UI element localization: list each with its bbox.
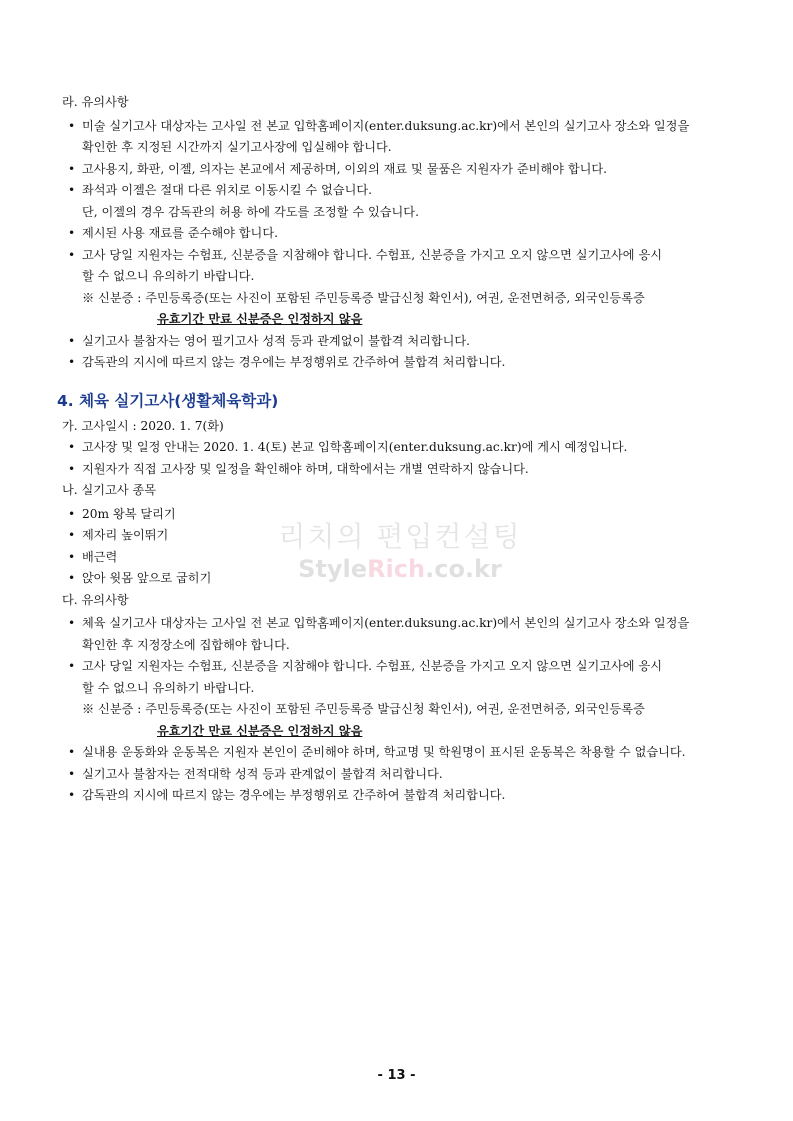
ra-item-7: • 감독관의 지시에 따르지 않는 경우에는 부정행위로 간주하여 불합격 처리합니다.: [62, 352, 742, 374]
ra-item-3: • 좌석과 이젤은 절대 다른 위치로 이동시킬 수 없습니다.: [62, 180, 742, 202]
ga-item-1: • 고사장 및 일정 안내는 2020. 1. 4(토) 본교 입학홈페이지(enter.duksung.ac.kr)에 게시 예정입니다.: [62, 437, 742, 459]
da-item-5: • 감독관의 지시에 따르지 않는 경우에는 부정행위로 간주하여 불합격 처리합니다.: [62, 785, 742, 807]
page-number: - 13 -: [377, 1068, 416, 1083]
watermark-brand-part2: Rich: [367, 555, 426, 583]
da-id-warning: 유효기간 만료 신분증은 인정하지 않음: [157, 723, 363, 738]
da-id-note: ※ 신분증 : 주민등록증(또는 사진이 포함된 주민등록증 발급신청 확인서), 여권, 운전면허증, 외국인등록증: [82, 702, 645, 716]
section-4-title: 4. 체육 실기고사(생활체육학과): [57, 391, 279, 410]
ra-id-warning: 유효기간 만료 신분증은 인정하지 않음: [157, 312, 363, 326]
ra-item-2: • 고사용지, 화판, 이젤, 의자는 본교에서 제공하며, 이외의 재료 및 물품은 지원자가 준비해야 합니다.: [62, 159, 742, 181]
watermark-brand-part3: .co.kr: [425, 555, 502, 583]
ra-item-1: • 미술 실기고사 대상자는 고사일 전 본교 입학홈페이지(enter.duksung.ac.kr)에서 본인의 실기고사 장소와 일정을: [62, 116, 742, 138]
heading-da: 다. 유의사항: [62, 592, 129, 607]
ra-item-3-cont: 단, 이젤의 경우 감독관의 허용 하에 각도를 조정할 수 있습니다.: [82, 204, 419, 219]
heading-na: 나. 실기고사 종목: [62, 483, 157, 497]
da-item-3: • 실내용 운동화와 운동복은 지원자 본인이 준비해야 하며, 학교명 및 학원명이 표시된 운동복은 착용할 수 없습니다.: [62, 742, 742, 764]
page-content: [57, 92, 742, 807]
ga-item-2: • 지원자가 직접 고사장 및 일정을 확인해야 하며, 대학에서는 개별 연락하지 않습니다.: [62, 459, 742, 481]
watermark-brand-part1: Style: [298, 555, 368, 583]
na-item-2: • 제자리 높이뛰기: [62, 525, 742, 547]
na-item-1: • 20m 왕복 달리기: [62, 504, 742, 526]
da-item-4: • 실기고사 불참자는 전적대학 성적 등과 관계없이 불합격 처리합니다.: [62, 764, 742, 786]
ra-item-5: • 고사 당일 지원자는 수험표, 신분증을 지참해야 합니다. 수험표, 신분증을 가지고 오지 않으면 실기고사에 응시: [62, 245, 742, 267]
heading-ra: 라. 유의사항: [62, 95, 129, 109]
da-item-2: • 고사 당일 지원자는 수험표, 신분증을 지참해야 합니다. 수험표, 신분증을 가지고 오지 않으면 실기고사에 응시: [62, 656, 742, 678]
na-item-4: • 앉아 윗몸 앞으로 굽히기: [62, 568, 742, 590]
ra-item-6: • 실기고사 불참자는 영어 필기고사 성적 등과 관계없이 불합격 처리합니다.: [62, 331, 742, 353]
heading-ga: 가. 고사일시 : 2020. 1. 7(화): [62, 418, 224, 433]
da-item-1: • 체육 실기고사 대상자는 고사일 전 본교 입학홈페이지(enter.duksung.ac.kr)에서 본인의 실기고사 장소와 일정을: [62, 613, 742, 635]
ra-item-5-cont: 할 수 없으니 유의하기 바랍니다.: [82, 269, 255, 283]
watermark-korean-text: 리치의 편입컨설팅: [278, 520, 522, 553]
ra-item-1-cont: 확인한 후 지정된 시간까지 실기고사장에 입실해야 합니다.: [82, 140, 392, 154]
ra-item-4: • 제시된 사용 재료를 준수해야 합니다.: [62, 223, 742, 245]
da-item-2-cont: 할 수 없으니 유의하기 바랍니다.: [82, 680, 255, 695]
ra-id-note: ※ 신분증 : 주민등록증(또는 사진이 포함된 주민등록증 발급신청 확인서), 여권, 운전면허증, 외국인등록증: [82, 290, 645, 305]
na-item-3: • 배근력: [62, 547, 742, 569]
da-item-1-cont: 확인한 후 지정장소에 집합해야 합니다.: [82, 637, 290, 652]
